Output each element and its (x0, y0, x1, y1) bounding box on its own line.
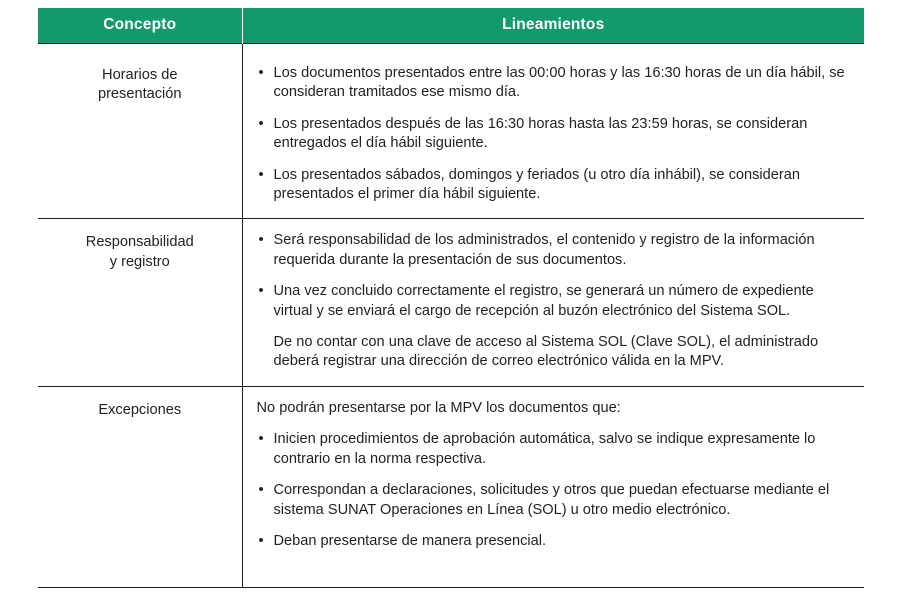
guidelines-table (38, 8, 864, 588)
bullet-icon: • (258, 166, 264, 183)
guidelines-list (257, 64, 857, 204)
list-item (257, 231, 857, 270)
table-bottom-rule (38, 565, 864, 588)
table-top-rule (38, 44, 864, 53)
concept-cell-excepciones (38, 386, 242, 565)
guidelines-cell-responsabilidad (242, 219, 864, 386)
bullet-icon: • (258, 482, 264, 499)
guidelines-list (257, 430, 857, 551)
concept-label-line1: Responsabilidad (85, 234, 194, 251)
bullet-icon: • (258, 283, 264, 300)
list-item-text: Los documentos presentados entre las 00:00 horas y las 16:30 horas de un día hábil, se consideran tramitados ese mismo día. (273, 65, 845, 101)
bottom-rule-left (38, 565, 242, 588)
list-item-continuation (257, 333, 857, 372)
guidelines-list (257, 231, 857, 371)
list-item (257, 532, 857, 551)
list-item (257, 282, 857, 321)
concept-cell-responsabilidad (38, 219, 242, 386)
list-item-text: Deban presentarse de manera presencial. (273, 532, 547, 549)
concept-label-line1: Excepciones (98, 401, 182, 418)
list-item-text: Correspondan a declaraciones, solicitudes y otros que puedan efectuarse mediante el sistema SUNAT Operaciones en Línea (SOL) u otro medio electrónico. (273, 482, 830, 518)
bottom-rule-right (242, 565, 864, 588)
guidelines-cell-horarios (242, 52, 864, 219)
bullet-icon: • (258, 532, 264, 549)
list-item-text: Los presentados después de las 16:30 horas hasta las 23:59 horas, se consideran entregados el día hábil siguiente. (273, 115, 808, 152)
bullet-icon: • (258, 115, 264, 132)
list-item (257, 64, 857, 103)
table-header-row (38, 8, 864, 44)
column-header-concepto: Concepto (38, 8, 242, 44)
bullet-icon: • (258, 431, 264, 448)
top-rule-left (38, 44, 242, 53)
top-rule-right (242, 44, 864, 53)
concept-label-line2: presentación (97, 86, 182, 103)
table-row (38, 219, 864, 386)
concept-cell-horarios (38, 52, 242, 219)
list-item-text: De no contar con una clave de acceso al Sistema SOL (Clave SOL), el administrado deberá registrar una dirección de correo electrónico válida en la MPV. (273, 334, 819, 370)
list-item-text: Los presentados sábados, domingos y feriados (u otro día inhábil), se consideran presentados el primer día hábil siguiente. (273, 166, 801, 203)
bullet-icon: • (258, 65, 264, 81)
guidelines-lead-text: No podrán presentarse por la MPV los documentos que: (256, 399, 621, 416)
table-row (38, 386, 864, 565)
concept-label-line2: y registro (109, 253, 170, 270)
list-item (257, 115, 857, 154)
table-row (38, 52, 864, 219)
guidelines-cell-excepciones (242, 386, 864, 565)
column-header-lineamientos: Lineamientos (242, 8, 864, 44)
list-item-text: Será responsabilidad de los administrados, el contenido y registro de la información requerida durante la presentación de sus documentos. (273, 232, 815, 268)
guidelines-table-container (38, 8, 864, 588)
list-item-text: Inicien procedimientos de aprobación automática, salvo se indique expresamente lo contrario en la norma respectiva. (273, 431, 816, 467)
list-item (257, 430, 857, 469)
list-item-text: Una vez concluido correctamente el registro, se generará un número de expediente virtual y se enviará el cargo de recepción al buzón electrónico del Sistema SOL. (273, 283, 814, 319)
list-item (257, 481, 857, 520)
bullet-icon: • (258, 232, 264, 249)
concept-label-line1: Horarios de (102, 67, 178, 83)
list-item (257, 166, 857, 205)
